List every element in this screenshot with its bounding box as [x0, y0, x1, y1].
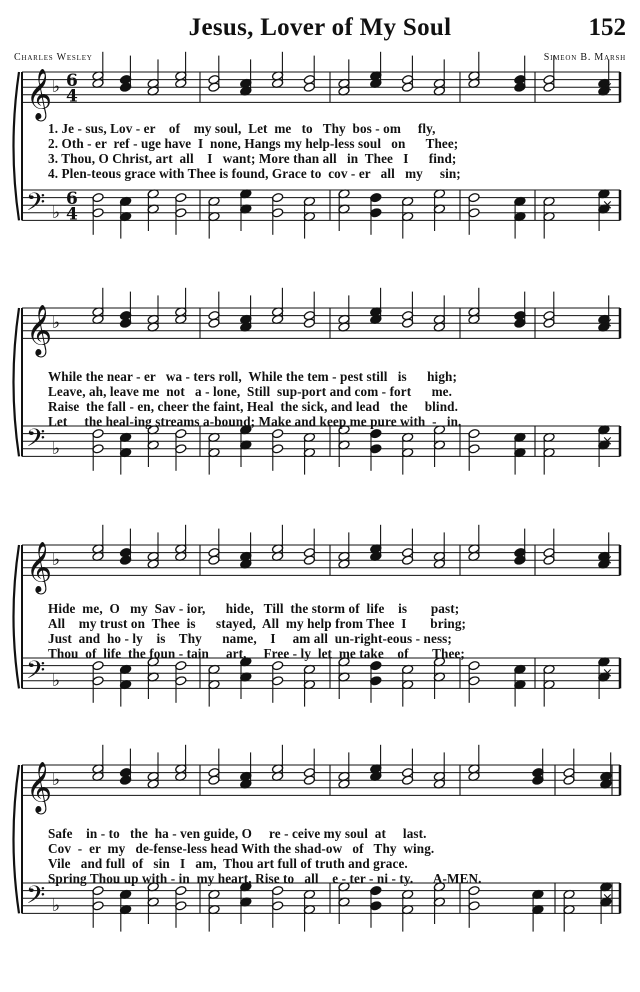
- lyric-line: 3. Thou, O Christ, art all I want; More than all in Thee I find;: [48, 151, 457, 166]
- flat-icon: ♭: [52, 77, 61, 98]
- treble-clef-icon: 𝄞: [26, 304, 53, 356]
- flat-icon: ♭: [52, 895, 61, 916]
- flat-icon: ♭: [52, 550, 61, 571]
- bass-clef-icon: 𝄢: [26, 423, 46, 459]
- lyric-line: Spring Thou up with - in my heart, Rise to all e - ter - ni - ty. A-MEN.: [48, 871, 482, 886]
- rest-icon: ×: [602, 553, 613, 569]
- rest-icon: ×: [602, 316, 613, 332]
- time-signature-top: 6: [66, 71, 78, 92]
- time-signature-bottom: 4: [66, 204, 78, 225]
- rest-icon: ×: [602, 773, 613, 789]
- brace-icon: [14, 308, 20, 456]
- flat-icon: ♭: [52, 670, 61, 691]
- rest-icon: ×: [602, 80, 613, 96]
- hymn-number: 152: [588, 14, 626, 41]
- rest-icon: ×: [602, 666, 613, 682]
- lyric-line: Let the heal-ing streams a-bound; Make and keep me pure with - in.: [48, 414, 462, 429]
- lyric-line: Cov - er my de-fense-less head With the shad-ow of Thy wing.: [48, 841, 435, 856]
- lyric-line: 2. Oth - er ref - uge have I none, Hangs my help-less soul on Thee;: [48, 136, 459, 151]
- time-signature-top: 6: [66, 189, 78, 210]
- lyric-line: While the near - er wa - ters roll, While the tem - pest still is high;: [48, 369, 457, 384]
- bass-clef-icon: 𝄢: [26, 187, 46, 223]
- lyric-line: Safe in - to the ha - ven guide, O re - ceive my soul at last.: [48, 826, 427, 841]
- flat-icon: ♭: [52, 313, 61, 334]
- composer-credit: Simeon B. Marsh: [543, 52, 626, 63]
- rest-icon: ×: [602, 198, 613, 214]
- flat-icon: ♭: [52, 438, 61, 459]
- treble-clef-icon: 𝄞: [26, 68, 53, 120]
- bass-clef-icon: 𝄢: [26, 880, 46, 916]
- bass-clef-icon: 𝄢: [26, 655, 46, 691]
- treble-clef-icon: 𝄞: [26, 541, 53, 593]
- brace-icon: [14, 765, 20, 913]
- rest-icon: ×: [602, 891, 613, 907]
- time-signature-bottom: 4: [66, 86, 78, 107]
- lyric-line: Thou of life the foun - tain art, Free - ly let me take of Thee;: [48, 646, 465, 661]
- flat-icon: ♭: [52, 202, 61, 223]
- lyric-line: Hide me, O my Sav - ior, hide, Till the storm of life is past;: [48, 601, 460, 616]
- brace-icon: [14, 545, 20, 688]
- brace-icon: [14, 72, 20, 220]
- treble-clef-icon: 𝄞: [26, 761, 53, 813]
- lyric-line: All my trust on Thee is stayed, All my help from Thee I bring;: [48, 616, 467, 631]
- lyric-line: Just and ho - ly is Thy name, I am all un-right-eous - ness;: [48, 631, 452, 646]
- lyric-line: 4. Plen-teous grace with Thee is found, Grace to cov - er all my sin;: [48, 166, 461, 181]
- rest-icon: ×: [602, 434, 613, 450]
- lyric-line: Raise the fall - en, cheer the faint, Heal the sick, and lead the blind.: [48, 399, 458, 414]
- lyric-line: 1. Je - sus, Lov - er of my soul, Let me to Thy bos - om fly,: [48, 121, 436, 136]
- lyric-line: Leave, ah, leave me not a - lone, Still sup-port and com - fort me.: [48, 384, 453, 399]
- flat-icon: ♭: [52, 770, 61, 791]
- author-credit: Charles Wesley: [14, 52, 93, 63]
- lyric-line: Vile and full of sin I am, Thou art full of truth and grace.: [48, 856, 408, 871]
- hymn-title: Jesus, Lover of My Soul: [188, 14, 452, 41]
